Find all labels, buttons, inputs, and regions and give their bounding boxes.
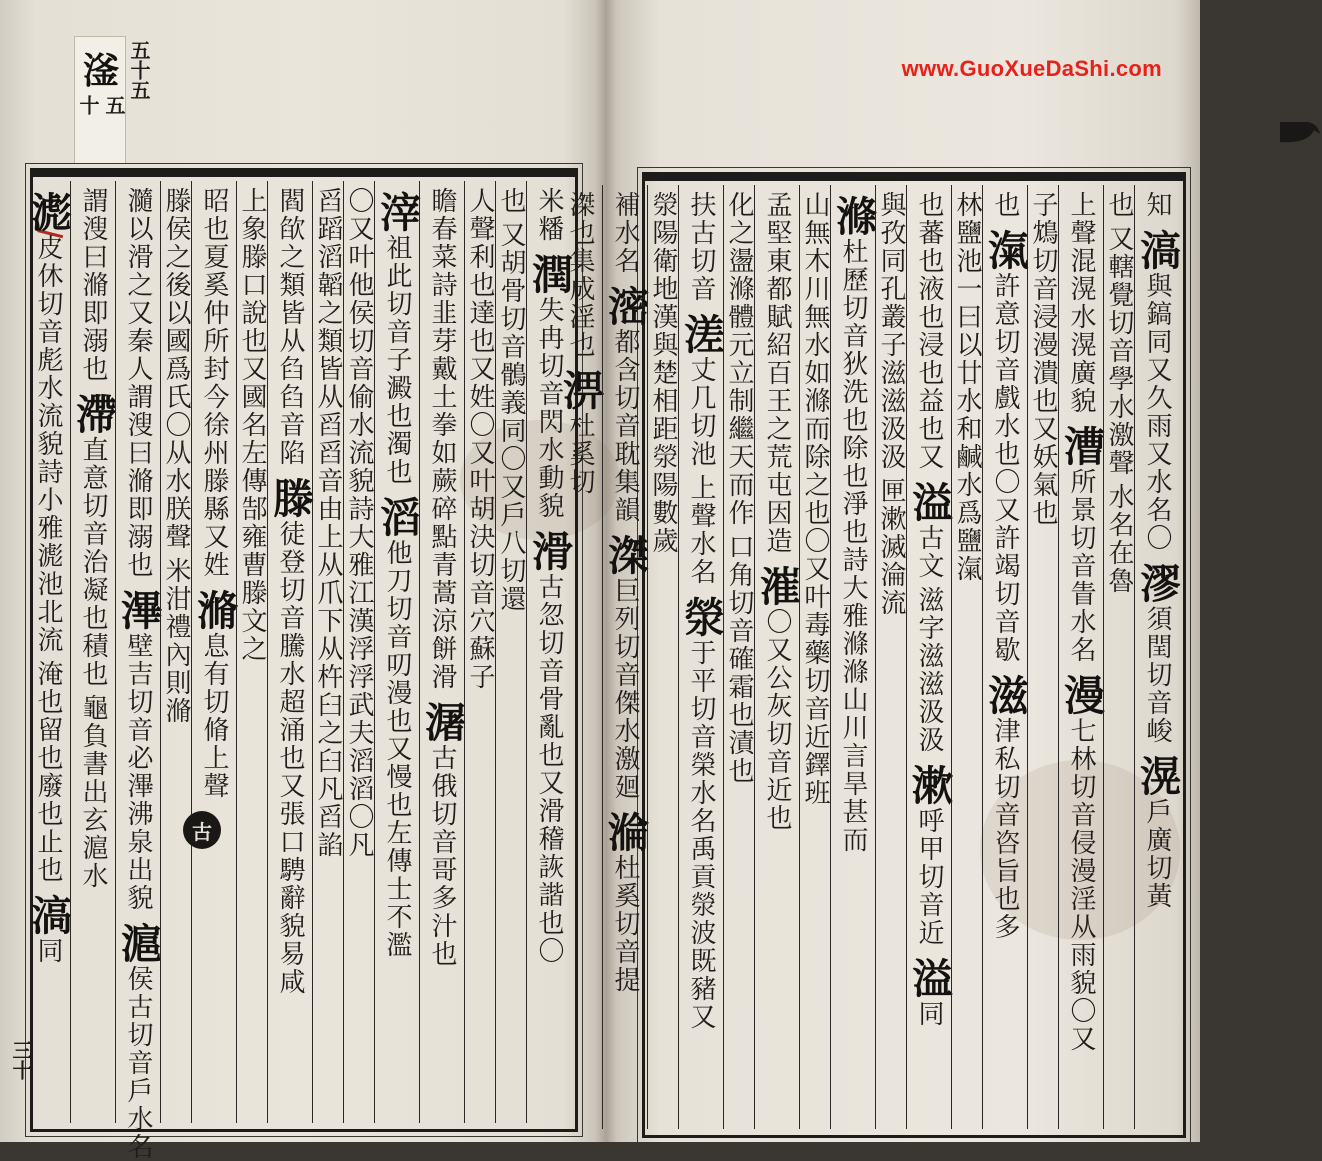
circle-tag: 古 [183,811,221,849]
dictionary-entry [161,187,191,551]
gloss-text: 滕侯之後以國爲氏〇从水朕聲 [161,187,191,551]
gloss-text: 水名在魯 [1104,483,1134,595]
frame-top-rule [33,171,575,177]
gloss-text: 也蕃也液也浸也益也又 [914,191,944,471]
gloss-text: 淹也留也廢也止也 [33,660,63,884]
watermark: www.GuoXueDaShi.com [901,56,1162,81]
gloss-text: 古忽切音骨亂也又滑稽詼諧也〇 [534,573,564,965]
gloss-text: 古俄切音哥多汁也 [427,744,457,968]
gloss-text: 杜奚切 [565,412,595,496]
text-column [419,181,464,1123]
dictionary-entry [1059,670,1103,1053]
gloss-text: 〇又叶他侯切音偷水流貌詩大雅江漢浮浮武夫滔滔〇凡 [344,187,374,859]
dictionary-entry [78,694,108,890]
gloss-text: 壁吉切音必滭沸泉出貌 [123,632,153,912]
dictionary-entry [952,191,982,583]
gloss-text: 七林切音侵漫淫从雨貌〇又 [1066,717,1096,1053]
headword: 滉 [1133,755,1181,796]
dictionary-entry [71,389,115,688]
dictionary-entry [496,221,526,613]
headword: 溢 [905,481,953,522]
text-column [875,185,906,1129]
headword: 滔 [373,496,421,537]
headword: 滫 [190,589,238,630]
gloss-text: 同 [914,1000,944,1028]
dictionary-entry [1066,191,1096,415]
gloss-text: 龜負書出玄滬水 [78,694,108,890]
gloss-text: 上聲水名 [686,474,716,586]
gloss-text: 化之盪滌體元立制繼天而作 [724,191,754,527]
text-column [267,181,312,1123]
text-column [1103,185,1134,1129]
dictionary-entry [161,557,191,725]
gloss-text: 瞻春菜詩韭芽戴土拳如蕨碎點青蒿涼餅滑 [427,187,457,691]
dictionary-entry [983,225,1027,664]
dictionary-entry [603,281,647,524]
frame-top-rule [645,175,1183,181]
gloss-text: 也 [990,191,1020,219]
text-column [495,181,526,1123]
text-column [26,181,70,1123]
dictionary-entry [199,187,229,579]
gloss-text: 上象滕口說也又國名左傳郜雍曹滕文之 [237,187,267,663]
headword: 潤 [525,253,573,294]
dictionary-entry [344,187,374,859]
dictionary-entry [1135,225,1179,552]
label-side-b: 五 [102,95,126,115]
text-column [602,185,647,1129]
text-column [191,181,236,1123]
dictionary-entry [192,585,236,800]
dictionary-entry [831,191,875,854]
dictionary-entry [268,473,312,996]
dictionary-entry [876,191,906,471]
dictionary-entry [907,760,951,947]
dictionary-entry [603,807,647,994]
gloss-text: 巨列切音傑水激廻 [610,577,640,801]
headword: 漱 [905,764,953,805]
gloss-text: 補水名 [610,191,640,275]
gloss-text: 人聲利也達也又姓〇又叶胡決切音穴蘇子 [465,187,495,691]
gloss-text: 失冉切音閃水動貌 [534,296,564,520]
headword: 溣 [601,811,649,852]
gloss-text: 山無木川無水如滌而除之也〇又叶毒藥切音近鐸班 [800,191,830,807]
text-column [343,181,374,1123]
gloss-text: 徒登切音騰水超涌也又張口騁辭貌易咸 [275,520,305,996]
text-column [464,181,495,1123]
gloss-text: 呼甲切音近 [914,807,944,947]
dictionary-entry [275,187,305,467]
gloss-text: 直意切音治凝也積也 [78,436,108,688]
headword: 漼 [753,565,801,606]
gloss-text: 與鎬同又久雨又水名〇 [1142,272,1172,552]
fish-tail-mark-icon [1278,118,1322,152]
headword: 滵 [601,285,649,326]
dictionary-entry [762,191,792,555]
text-column [1058,185,1103,1129]
dictionary-entry [755,561,799,832]
headword: 滬 [114,922,162,963]
dictionary-entry [724,533,754,785]
gloss-text: 也 [496,187,526,215]
gloss-text: 滎陽衛地漢與楚相距滎陽數歲 [648,191,678,555]
dictionary-entry [116,918,160,1161]
gloss-text: 也 [1104,191,1134,219]
gloss-text: 戶廣切黃 [1142,798,1172,910]
dictionary-entry [800,191,830,807]
dictionary-entry [1104,191,1134,219]
text-column [754,185,799,1129]
text-column [982,185,1027,1129]
label-side-a: 十 [76,95,100,115]
gloss-text: 林鹽池一曰以廿水和鹹水爲鹽滊 [952,191,982,583]
dictionary-entry [907,953,951,1028]
gloss-text: 與孜同孔叢子滋滋汲汲 [876,191,906,471]
left-text-frame [24,168,578,1161]
text-column [1134,185,1179,1129]
gloss-text: 昭也夏奚仲所封今徐州滕縣又姓 [199,187,229,579]
text-column [799,185,830,1129]
right-text-frame [556,172,1186,1138]
left-page [0,0,606,1161]
gloss-text: 匣漱滅淪流 [876,477,906,617]
text-column [906,185,951,1129]
label-title: 滏 [83,51,120,92]
headword: 滭 [114,589,162,630]
gloss-text: 于平切音榮水名禹貢滎波既豬又 [686,639,716,1031]
text-column [830,185,875,1129]
headword: 滕 [266,477,314,518]
volume-label-slip [74,36,126,164]
headword: 滮 [24,191,72,232]
dictionary-entry [375,187,419,486]
headword: 漫 [1057,674,1105,715]
dictionary-entry [313,187,343,859]
dictionary-entry [914,191,944,471]
dictionary-entry [990,191,1020,219]
text-column [678,185,723,1129]
text-column [723,185,754,1129]
gloss-text: 息有切脩上聲 [199,632,229,800]
gloss-text: 侯古切音戶水名 [123,965,153,1161]
text-column [374,181,419,1123]
gloss-text: 〇又公灰切音近也 [762,608,792,832]
right-page [556,0,1200,1142]
dictionary-entry [686,191,716,303]
text-column [312,181,343,1123]
dictionary-entry [914,586,944,754]
text-column [647,185,678,1129]
headword: 滊 [981,229,1029,270]
dictionary-entry [558,365,602,496]
dictionary-entry [1142,191,1172,219]
headword: 淠 [556,369,604,410]
folio-number: 三十 [9,1040,33,1080]
dictionary-entry [686,474,716,586]
headword: 滎 [677,596,725,637]
dictionary-entry [33,660,63,884]
gloss-text: 孟堅東都賦紹百王之荒屯因造 [762,191,792,555]
dictionary-entry [1104,225,1134,477]
gloss-text: 扶古切音 [686,191,716,303]
gloss-text: 祖此切音子澱也濁也 [382,234,412,486]
volume-mark: 五十五 [127,40,151,100]
text-column [951,185,982,1129]
gloss-text: 都含切音耽集韻 [610,328,640,524]
text-column [160,181,191,1123]
dictionary-entry [907,477,951,580]
dictionary-entry [1104,483,1134,595]
gloss-text: 丈几切池 [686,356,716,468]
dictionary-entry [78,187,108,383]
headword: 滈 [1133,229,1181,270]
text-column [558,185,602,1129]
headword: 漕 [1057,425,1105,466]
gloss-text: 閻欿之類皆从臽臽音陷 [275,187,305,467]
dictionary-entry [1028,191,1058,527]
dictionary-entry [876,477,906,617]
dictionary-entry [123,187,153,579]
headword: 滋 [981,674,1029,715]
gloss-text: 上聲混滉水滉廣貌 [1066,191,1096,415]
gloss-text: 瀡以滑之又秦人謂溲曰滫即溺也 [123,187,153,579]
dictionary-entry [679,309,723,468]
headword: 滓 [373,191,421,232]
dictionary-entry [648,191,678,555]
dictionary-entry [1059,421,1103,664]
gloss-text: 同 [33,937,63,965]
gloss-text: 所景切音眚水名 [1066,468,1096,664]
dictionary-entry [375,492,419,959]
dictionary-entry [1135,751,1179,910]
dictionary-entry [983,670,1027,941]
dictionary-entry [565,191,595,359]
dictionary-entry [116,585,160,912]
gloss-text: 滋字滋滋汲汲 [914,586,944,754]
gloss-text: 許意切音戲水也〇又許竭切音歇 [990,272,1020,664]
text-column [70,181,115,1123]
gloss-text: 米䊩 [534,187,564,243]
headword: 滑 [525,530,573,571]
gloss-text: 米泔禮內則滫 [161,557,191,725]
dictionary-entry [420,697,464,968]
gloss-text: 口角切音確霜也漬也 [724,533,754,785]
gloss-text: 須閏切音峻 [1142,605,1172,745]
left-columns [24,181,573,1161]
dictionary-entry [724,191,754,527]
gloss-text: 津私切音咨旨也多 [990,717,1020,941]
gloss-text: 謂溲曰滫即溺也 [78,187,108,383]
text-column [236,181,267,1123]
dictionary-entry [427,187,457,691]
dictionary-entry [26,187,70,654]
gloss-text: 又轄覺切音學水激聲 [1104,225,1134,477]
dictionary-entry [465,187,495,691]
gloss-text: 子鴆切音浸漫潰也又妖氣也 [1028,191,1058,527]
dictionary-entry [237,187,267,663]
headword: 溠 [677,313,725,354]
dictionary-entry [496,187,526,215]
gloss-text: 知 [1142,191,1172,219]
gloss-text: 杜奚切音提 [610,854,640,994]
headword: 滐 [601,534,649,575]
gloss-text: 他刀切音叨漫也又慢也左傳士不濫 [382,539,412,959]
dictionary-entry [1135,558,1179,745]
gloss-text: 又胡骨切音鶻義同〇又戶八切還 [496,221,526,613]
gloss-text: 杜歷切音狄洗也除也淨也詩大雅滌滌山川言旱甚而 [838,238,868,854]
gloss-text: 皮休切音彪水流貌詩小雅滮池北流 [33,234,63,654]
gloss-text: 古文 [914,524,944,580]
headword: 滯 [69,393,117,434]
gloss-text: 舀蹈滔韜之類皆从舀舀音由上从爪下从杵臼之臼凡舀諂 [313,187,343,859]
right-columns [556,185,1181,1129]
headword: 滌 [829,195,877,236]
dictionary-entry [679,592,723,1031]
dictionary-entry [603,530,647,801]
headword: 滈 [24,894,72,935]
dictionary-entry [26,890,70,965]
headword: 溢 [905,957,953,998]
dictionary-entry [610,191,640,275]
gloss-text: 滐也集成淫也 [565,191,595,359]
text-column [1027,185,1058,1129]
headword: 漻 [1133,562,1181,603]
headword: 潳 [418,701,466,742]
text-column [114,181,162,1161]
